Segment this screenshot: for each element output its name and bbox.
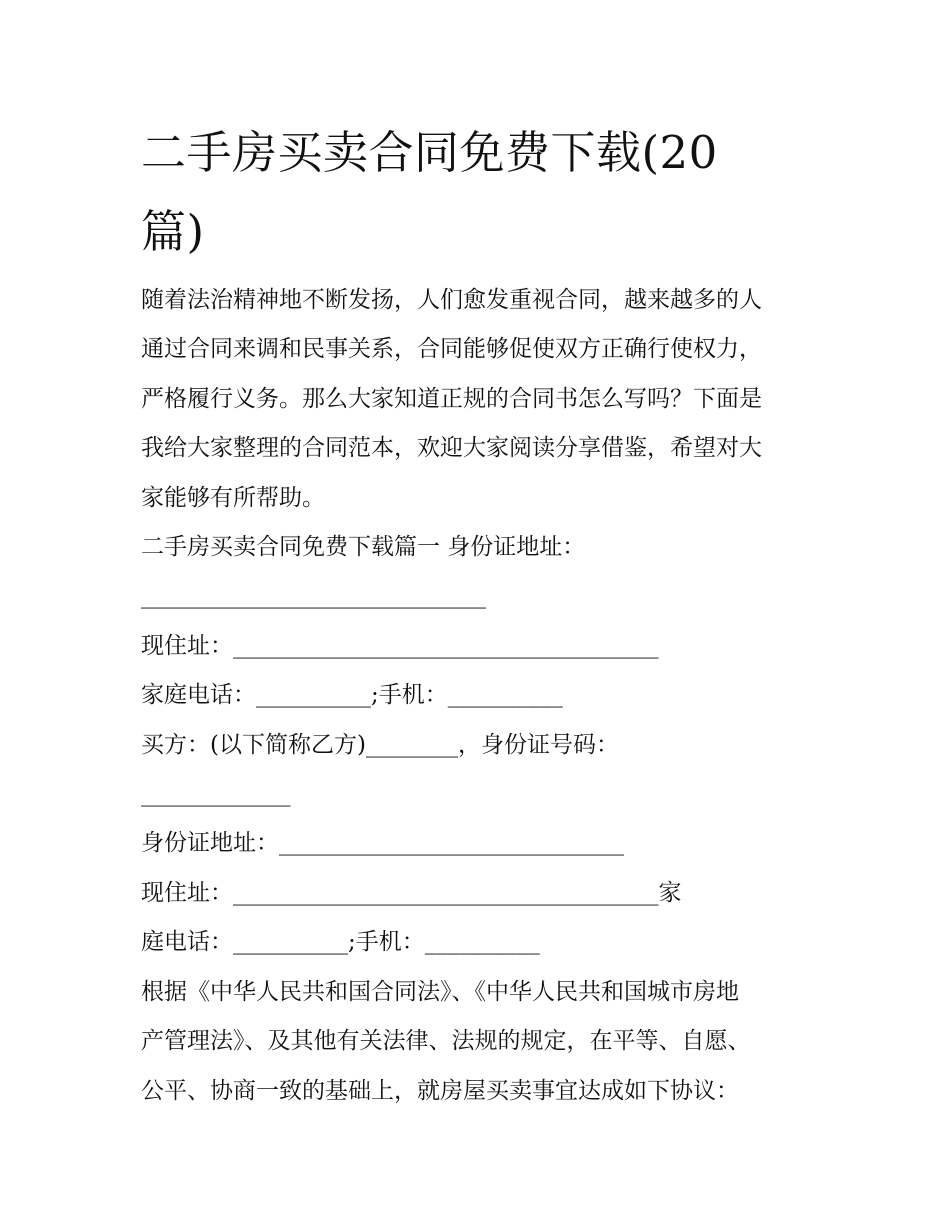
phone-line: 家庭电话：__________;手机：__________ [141, 682, 563, 709]
buyer-line: 买方：(以下简称乙方)________，身份证号码： [141, 731, 619, 758]
blank-field-line: _____________ [141, 781, 291, 808]
blank-field-line: ______________________________ [141, 583, 486, 610]
document-body [141, 276, 821, 1116]
phone-line: 庭电话：__________;手机：__________ [141, 929, 540, 956]
text-line: 产管理法》、及其他有关法律、法规的规定，在平等、自愿、 [141, 1028, 751, 1055]
title-line-2: 篇) [141, 205, 205, 258]
id-address-line: 身份证地址：______________________________ [141, 830, 624, 857]
text-line: 随着法治精神地不断发扬，人们愈发重视合同，越来越多的人 [141, 287, 762, 313]
text-line: 根据《中华人民共和国合同法》、《中华人民共和国城市房地 [141, 978, 739, 1005]
text-line: 二手房买卖合同免费下载篇一 身份证地址： [141, 534, 586, 561]
document-title [141, 113, 821, 271]
text-line: 严格履行义务。那么大家知道正规的合同书怎么写吗？下面是 [141, 385, 762, 412]
text-line: 公平、协商一致的基础上，就房屋买卖事宜达成如下协议： [141, 1077, 739, 1104]
title-line-1: 二手房买卖合同免费下载(20 [141, 126, 718, 179]
text-line: 通过合同来调和民事关系，合同能够促使双方正确行使权力， [141, 336, 762, 363]
text-line: 家能够有所帮助。 [141, 484, 325, 511]
text-line: 我给大家整理的合同范本，欢迎大家阅读分享借鉴，希望对大 [141, 435, 762, 462]
address-line: 现住址：_____________________________________家 [141, 879, 682, 906]
address-line: 现住址：_____________________________________ [141, 632, 659, 659]
